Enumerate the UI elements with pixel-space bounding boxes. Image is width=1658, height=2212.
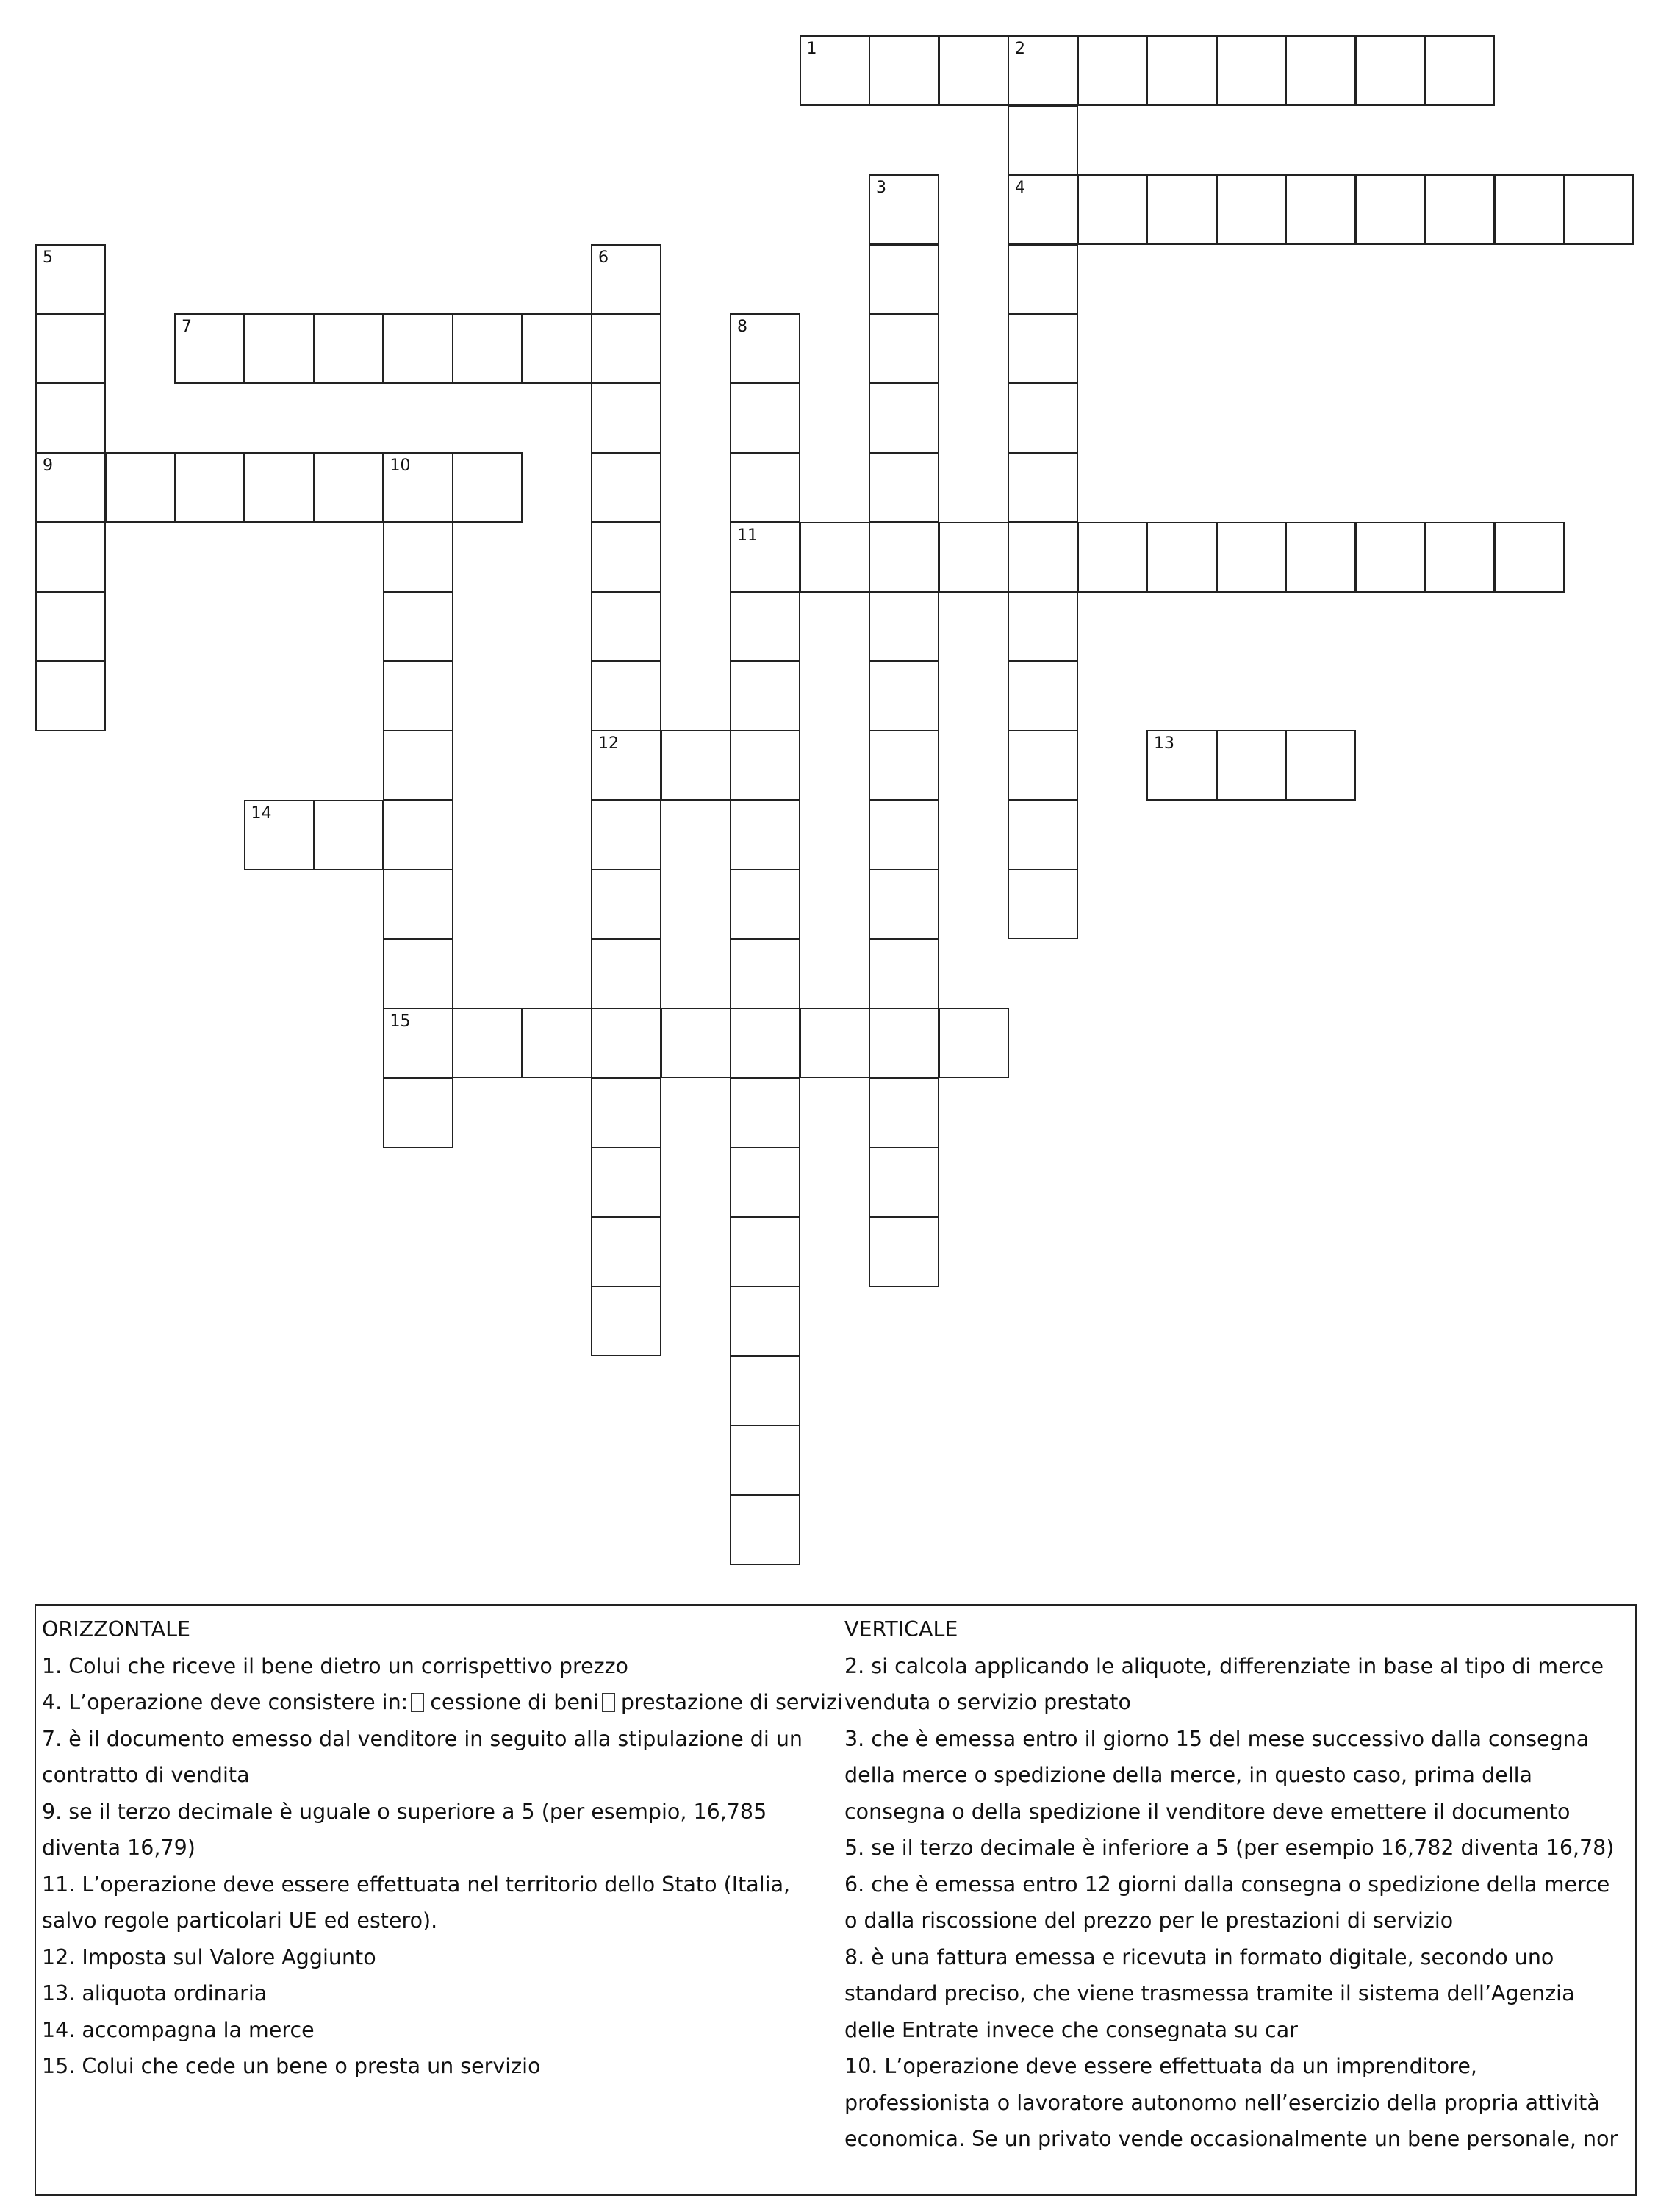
grid-cell[interactable]	[1008, 800, 1078, 870]
across-heading: ORIZZONTALE	[42, 1617, 191, 1642]
grid-cell[interactable]	[869, 522, 939, 593]
grid-cell[interactable]	[800, 1008, 870, 1078]
grid-cell[interactable]	[1424, 174, 1495, 245]
grid-cell[interactable]	[1216, 730, 1287, 801]
grid-cell[interactable]	[35, 452, 106, 523]
grid-cell[interactable]	[383, 1078, 453, 1148]
grid-cell[interactable]	[35, 383, 106, 454]
grid-cell[interactable]	[383, 800, 453, 870]
grid-cell[interactable]	[591, 939, 661, 1009]
grid-cell[interactable]	[591, 1217, 661, 1287]
grid-cell[interactable]	[591, 1078, 661, 1148]
grid-cell[interactable]	[591, 661, 661, 731]
grid-cell[interactable]	[1008, 452, 1078, 523]
grid-cell[interactable]	[1008, 522, 1078, 593]
grid-cell[interactable]	[591, 730, 661, 801]
grid-cell[interactable]	[869, 1078, 939, 1148]
grid-cell[interactable]	[1077, 522, 1148, 593]
grid-cell[interactable]	[522, 1008, 592, 1078]
clue-number: 1	[806, 40, 817, 58]
grid-cell[interactable]	[730, 1078, 800, 1148]
grid-cell[interactable]	[313, 313, 384, 384]
grid-cell[interactable]	[869, 313, 939, 384]
grid-cell[interactable]	[383, 452, 453, 523]
grid-cell[interactable]	[730, 1356, 800, 1426]
grid-cell[interactable]	[869, 383, 939, 454]
grid-cell[interactable]	[313, 452, 384, 523]
down-clues	[844, 1611, 1623, 2158]
grid-cell[interactable]	[1216, 522, 1287, 593]
grid-cell[interactable]	[1077, 35, 1148, 106]
clue-across-4: 4. L’operazione deve consistere in: cessione di beni prestazione di servizi	[42, 1690, 843, 1714]
grid-cell[interactable]	[1424, 35, 1495, 106]
grid-cell[interactable]	[869, 174, 939, 245]
grid-cell[interactable]	[1494, 522, 1565, 593]
clue-number: 4	[1015, 179, 1025, 197]
grid-cell[interactable]	[1494, 174, 1565, 245]
grid-cell[interactable]	[1285, 522, 1356, 593]
grid-cell[interactable]	[522, 313, 592, 384]
clue-across-15: 15. Colui che cede un bene o presta un servizio	[42, 2054, 541, 2078]
grid-cell[interactable]	[591, 591, 661, 662]
clue-across-14: 14. accompagna la merce	[42, 2017, 315, 2042]
grid-cell[interactable]	[869, 1147, 939, 1217]
grid-cell[interactable]	[1008, 661, 1078, 731]
clue-number: 10	[390, 457, 411, 475]
clue-number: 11	[737, 526, 758, 545]
grid-cell[interactable]	[383, 313, 453, 384]
grid-cell[interactable]	[730, 313, 800, 384]
grid-cell[interactable]	[35, 661, 106, 731]
grid-cell[interactable]	[383, 1008, 453, 1078]
grid-cell[interactable]	[1146, 522, 1217, 593]
across-clues	[42, 1611, 850, 2085]
grid-cell[interactable]	[730, 452, 800, 523]
clues-box	[35, 1604, 1637, 2196]
grid-cell[interactable]	[869, 452, 939, 523]
grid-cell[interactable]	[1077, 174, 1148, 245]
grid-cell[interactable]	[383, 939, 453, 1009]
grid-cell[interactable]	[730, 591, 800, 662]
grid-cell[interactable]	[244, 313, 315, 384]
grid-cell[interactable]	[591, 800, 661, 870]
clue-number: 9	[43, 457, 53, 475]
grid-cell[interactable]	[1008, 313, 1078, 384]
grid-cell[interactable]	[869, 1008, 939, 1078]
grid-cell[interactable]	[105, 452, 176, 523]
grid-cell[interactable]	[869, 869, 939, 939]
grid-cell[interactable]	[730, 869, 800, 939]
grid-cell[interactable]	[174, 452, 245, 523]
clue-across-1: 1. Colui che riceve il bene dietro un corrispettivo prezzo	[42, 1653, 628, 1678]
clue-number: 2	[1015, 40, 1025, 58]
grid-cell[interactable]	[383, 869, 453, 939]
clue-down-6: 6. che è emessa entro 12 giorni dalla consegna o spedizione della merce o dalla riscossione del prezzo per le prestazioni di servizio	[844, 1872, 1610, 1933]
grid-cell[interactable]	[1424, 522, 1495, 593]
grid-cell[interactable]	[591, 1286, 661, 1356]
grid-cell[interactable]	[591, 1008, 661, 1078]
grid-cell[interactable]	[1285, 174, 1356, 245]
grid-cell[interactable]	[1355, 522, 1426, 593]
grid-cell[interactable]	[383, 591, 453, 662]
grid-cell[interactable]	[800, 522, 870, 593]
grid-cell[interactable]	[1216, 174, 1287, 245]
grid-cell[interactable]	[939, 522, 1009, 593]
clue-number: 3	[876, 179, 886, 197]
grid-cell[interactable]	[1008, 869, 1078, 939]
clue-across-11: 11. L’operazione deve essere effettuata nel territorio dello Stato (Italia, salvo regole particolari UE ed estero).	[42, 1872, 791, 1933]
clue-across-13: 13. aliquota ordinaria	[42, 1981, 268, 2005]
grid-cell[interactable]	[1008, 591, 1078, 662]
grid-cell[interactable]	[313, 800, 384, 870]
grid-cell[interactable]	[591, 313, 661, 384]
grid-cell[interactable]	[1008, 35, 1078, 106]
grid-cell[interactable]	[869, 1217, 939, 1287]
grid-cell[interactable]	[730, 1425, 800, 1495]
clue-across-9: 9. se il terzo decimale è uguale o superiore a 5 (per esempio, 16,785 diventa 16,79)	[42, 1799, 767, 1860]
grid-cell[interactable]	[35, 522, 106, 593]
grid-cell[interactable]	[1008, 174, 1078, 245]
grid-cell[interactable]	[730, 800, 800, 870]
grid-cell[interactable]	[730, 1008, 800, 1078]
clue-number: 14	[251, 803, 272, 823]
grid-cell[interactable]	[383, 661, 453, 731]
grid-cell[interactable]	[730, 1286, 800, 1356]
grid-cell[interactable]	[939, 35, 1009, 106]
grid-cell[interactable]	[35, 244, 106, 315]
grid-cell[interactable]	[730, 939, 800, 1009]
grid-cell[interactable]	[730, 1495, 800, 1565]
grid-cell[interactable]	[591, 522, 661, 593]
grid-cell[interactable]	[244, 452, 315, 523]
grid-cell[interactable]	[174, 313, 245, 384]
grid-cell[interactable]	[1008, 105, 1078, 176]
clue-down-3: 3. che è emessa entro il giorno 15 del mese successivo dalla consegna della merce o spedizione della merce, in questo caso, prima della consegna o della spedizione il venditore deve emettere il documento	[844, 1726, 1590, 1824]
grid-cell[interactable]	[800, 35, 870, 106]
grid-cell[interactable]	[1146, 730, 1217, 801]
grid-cell[interactable]	[869, 244, 939, 315]
clue-down-10: 10. L’operazione deve essere effettuata da un imprenditore, professionista o lavoratore autonomo nell’esercizio della propria attività economica. Se un privato vende occasionalmente un bene personale, nor	[844, 2054, 1618, 2151]
clue-number: 13	[1154, 734, 1174, 753]
grid-cell[interactable]	[869, 661, 939, 731]
grid-cell[interactable]	[383, 730, 453, 801]
down-heading: VERTICALE	[844, 1617, 958, 1642]
grid-cell[interactable]	[1355, 174, 1426, 245]
grid-cell[interactable]	[452, 452, 523, 523]
clue-down-5: 5. se il terzo decimale è inferiore a 5 (per esempio 16,782 diventa 16,78)	[844, 1836, 1615, 1860]
grid-cell[interactable]	[383, 522, 453, 593]
grid-cell[interactable]	[452, 313, 523, 384]
clue-number: 12	[598, 734, 619, 753]
grid-cell[interactable]	[730, 1217, 800, 1287]
grid-cell[interactable]	[869, 591, 939, 662]
checkbox-icon	[602, 1693, 615, 1712]
clue-number: 7	[182, 318, 192, 336]
grid-cell[interactable]	[869, 730, 939, 801]
grid-cell[interactable]	[1146, 35, 1217, 106]
grid-cell[interactable]	[730, 730, 800, 801]
grid-cell[interactable]	[35, 313, 106, 384]
grid-cell[interactable]	[661, 1008, 731, 1078]
grid-cell[interactable]	[1146, 174, 1217, 245]
clue-number: 15	[390, 1012, 411, 1031]
grid-cell[interactable]	[591, 1147, 661, 1217]
grid-cell[interactable]	[35, 591, 106, 662]
grid-cell[interactable]	[869, 800, 939, 870]
grid-cell[interactable]	[591, 869, 661, 939]
grid-cell[interactable]	[730, 383, 800, 454]
clue-across-12: 12. Imposta sul Valore Aggiunto	[42, 1944, 376, 1969]
grid-cell[interactable]	[591, 383, 661, 454]
grid-cell[interactable]	[1216, 35, 1287, 106]
clue-number: 8	[737, 318, 747, 336]
grid-cell[interactable]	[1008, 730, 1078, 801]
grid-cell[interactable]	[939, 1008, 1009, 1078]
grid-cell[interactable]	[1563, 174, 1634, 245]
clue-down-2: 2. si calcola applicando le aliquote, differenziate in base al tipo di merce venduta o servizio prestato	[844, 1653, 1604, 1714]
grid-cell[interactable]	[1355, 35, 1426, 106]
grid-cell[interactable]	[730, 522, 800, 593]
clue-down-8: 8. è una fattura emessa e ricevuta in formato digitale, secondo uno standard preciso, che viene trasmessa tramite il sistema dell’Agenzia delle Entrate invece che consegnata su car	[844, 1944, 1575, 2042]
grid-cell[interactable]	[869, 939, 939, 1009]
grid-cell[interactable]	[869, 35, 939, 106]
grid-cell[interactable]	[1285, 730, 1356, 801]
grid-cell[interactable]	[661, 730, 731, 801]
grid-cell[interactable]	[244, 800, 315, 870]
clue-number: 5	[43, 248, 53, 267]
clue-number: 6	[598, 248, 609, 267]
grid-cell[interactable]	[591, 244, 661, 315]
grid-cell[interactable]	[452, 1008, 523, 1078]
grid-cell[interactable]	[1008, 244, 1078, 315]
grid-cell[interactable]	[730, 1147, 800, 1217]
checkbox-icon	[411, 1693, 424, 1712]
grid-cell[interactable]	[591, 452, 661, 523]
grid-cell[interactable]	[1008, 383, 1078, 454]
grid-cell[interactable]	[730, 661, 800, 731]
grid-cell[interactable]	[1285, 35, 1356, 106]
clue-across-7: 7. è il documento emesso dal venditore in seguito alla stipulazione di un contratto di vendita	[42, 1726, 803, 1787]
